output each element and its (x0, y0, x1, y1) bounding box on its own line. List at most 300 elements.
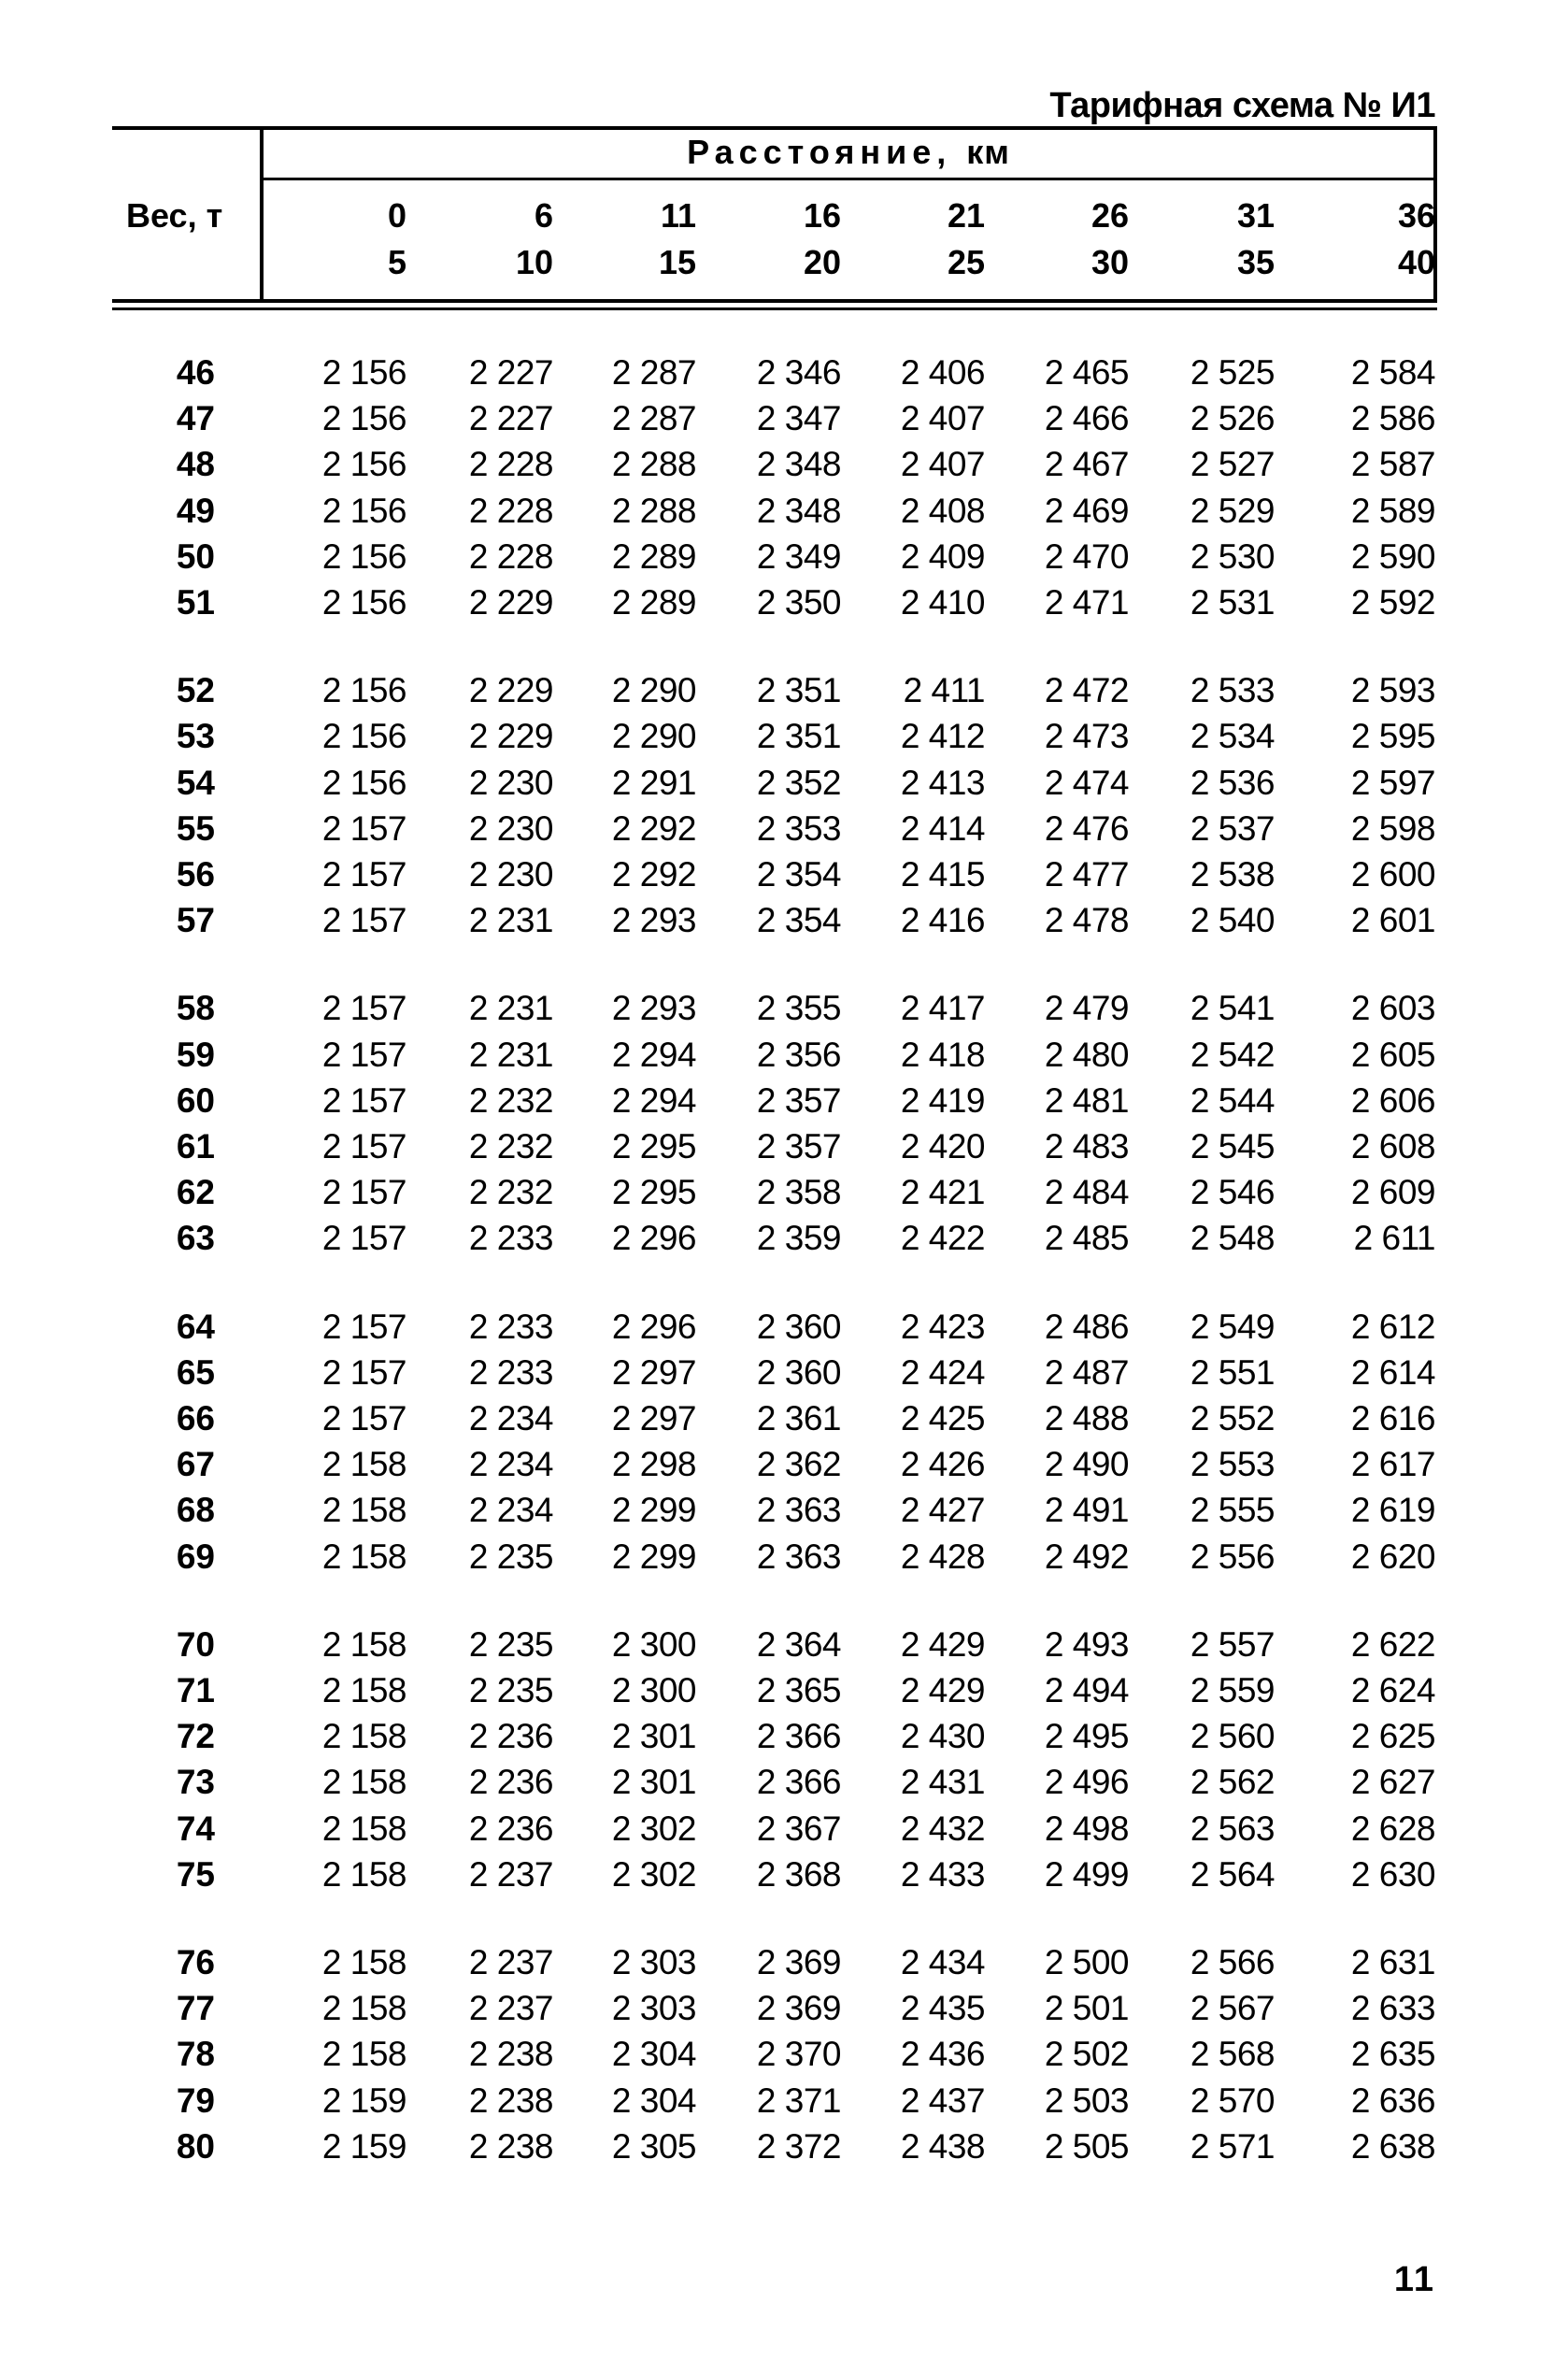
tariff-cell: 2 545 (1190, 1127, 1275, 1166)
tariff-cell: 2 370 (756, 2035, 841, 2074)
table-row (0, 897, 1568, 944)
tariff-cell: 2 231 (468, 1035, 553, 1074)
tariff-cell: 2 431 (900, 1763, 985, 1802)
table-row (0, 1534, 1568, 1580)
tariff-cell: 2 371 (756, 2081, 841, 2120)
tariff-cell: 2 236 (468, 1809, 553, 1848)
tariff-cell: 2 158 (321, 1537, 406, 1576)
tariff-cell: 2 487 (1044, 1352, 1129, 1392)
weight-cell: 75 (176, 1854, 215, 1894)
tariff-cell: 2 235 (468, 1624, 553, 1664)
tariff-cell: 2 486 (1044, 1307, 1129, 1346)
table-row (0, 488, 1568, 535)
tariff-cell: 2 351 (756, 717, 841, 756)
tariff-cell: 2 560 (1190, 1717, 1275, 1756)
tariff-cell: 2 354 (756, 901, 841, 940)
tariff-cell: 2 237 (468, 1854, 553, 1894)
tariff-cell: 2 427 (900, 1491, 985, 1530)
tariff-cell: 2 587 (1350, 445, 1435, 484)
tariff-cell: 2 420 (900, 1127, 985, 1166)
tariff-cell: 2 349 (756, 536, 841, 576)
tariff-cell: 2 406 (900, 353, 985, 392)
tariff-cell: 2 605 (1350, 1035, 1435, 1074)
tariff-cell: 2 157 (321, 1219, 406, 1258)
tariff-cell: 2 158 (321, 1763, 406, 1802)
tariff-cell: 2 413 (900, 763, 985, 802)
tariff-cell: 2 546 (1190, 1173, 1275, 1212)
tariff-cell: 2 157 (321, 855, 406, 894)
tariff-cell: 2 422 (900, 1219, 985, 1258)
tariff-cell: 2 589 (1350, 491, 1435, 530)
tariff-cell: 2 434 (900, 1943, 985, 1981)
table-row (0, 1759, 1568, 1806)
tariff-cell: 2 362 (756, 1445, 841, 1484)
tariff-cell: 2 428 (900, 1537, 985, 1576)
tariff-cell: 2 557 (1190, 1624, 1275, 1664)
tariff-cell: 2 360 (756, 1352, 841, 1392)
tariff-cell: 2 553 (1190, 1445, 1275, 1484)
tariff-cell: 2 369 (756, 1989, 841, 2028)
tariff-cell: 2 234 (468, 1445, 553, 1484)
tariff-cell: 2 493 (1044, 1624, 1129, 1664)
tariff-cell: 2 503 (1044, 2081, 1129, 2120)
tariff-cell: 2 352 (756, 763, 841, 802)
tariff-cell: 2 542 (1190, 1035, 1275, 1074)
weight-cell: 58 (176, 989, 215, 1028)
tariff-cell: 2 628 (1350, 1809, 1435, 1848)
tariff-cell: 2 538 (1190, 855, 1275, 894)
tariff-cell: 2 544 (1190, 1080, 1275, 1120)
tariff-cell: 2 627 (1350, 1763, 1435, 1802)
tariff-cell: 2 490 (1044, 1445, 1129, 1484)
tariff-cell: 2 600 (1350, 855, 1435, 894)
distance-range-from: 31 (1236, 196, 1275, 235)
tariff-cell: 2 233 (468, 1352, 553, 1392)
tariff-cell: 2 564 (1190, 1854, 1275, 1894)
tariff-cell: 2 563 (1190, 1809, 1275, 1848)
table-row (0, 2124, 1568, 2170)
tariff-cell: 2 159 (321, 2126, 406, 2166)
tariff-cell: 2 228 (468, 491, 553, 530)
tariff-cell: 2 438 (900, 2126, 985, 2166)
tariff-cell: 2 498 (1044, 1809, 1129, 1848)
tariff-cell: 2 603 (1350, 989, 1435, 1028)
tariff-cell: 2 501 (1044, 1989, 1129, 2028)
tariff-cell: 2 534 (1190, 717, 1275, 756)
tariff-cell: 2 472 (1044, 671, 1129, 710)
tariff-cell: 2 492 (1044, 1537, 1129, 1576)
distance-range-to: 5 (387, 243, 406, 281)
tariff-cell: 2 418 (900, 1035, 985, 1074)
tariff-cell: 2 549 (1190, 1307, 1275, 1346)
tariff-cell: 2 228 (468, 536, 553, 576)
tariff-cell: 2 290 (611, 717, 696, 756)
tariff-cell: 2 473 (1044, 717, 1129, 756)
tariff-cell: 2 527 (1190, 445, 1275, 484)
tariff-cell: 2 295 (611, 1173, 696, 1212)
tariff-cell: 2 238 (468, 2081, 553, 2120)
tariff-cell: 2 415 (900, 855, 985, 894)
table-row (0, 851, 1568, 898)
tariff-cell: 2 353 (756, 808, 841, 848)
table-row (0, 1032, 1568, 1079)
tariff-cell: 2 505 (1044, 2126, 1129, 2166)
tariff-cell: 2 419 (900, 1080, 985, 1120)
tariff-cell: 2 356 (756, 1035, 841, 1074)
tariff-cell: 2 292 (611, 808, 696, 848)
tariff-cell: 2 491 (1044, 1491, 1129, 1530)
table-row (0, 1441, 1568, 1488)
tariff-cell: 2 614 (1350, 1352, 1435, 1392)
weight-cell: 46 (176, 353, 215, 392)
header-bottom-double-rule (112, 307, 1437, 310)
tariff-cell: 2 156 (321, 491, 406, 530)
tariff-cell: 2 556 (1190, 1537, 1275, 1576)
tariff-cell: 2 229 (468, 671, 553, 710)
tariff-cell: 2 540 (1190, 901, 1275, 940)
distance-range-from: 21 (947, 196, 985, 235)
tariff-cell: 2 429 (900, 1624, 985, 1664)
tariff-cell: 2 158 (321, 1943, 406, 1981)
tariff-cell: 2 303 (611, 1989, 696, 2028)
tariff-cell: 2 157 (321, 1399, 406, 1437)
distance-range-from: 36 (1397, 196, 1435, 235)
tariff-cell: 2 288 (611, 491, 696, 530)
tariff-cell: 2 157 (321, 1173, 406, 1212)
tariff-cell: 2 357 (756, 1080, 841, 1120)
table-row (0, 1806, 1568, 1852)
tariff-cell: 2 476 (1044, 808, 1129, 848)
table-row (0, 760, 1568, 807)
tariff-cell: 2 470 (1044, 536, 1129, 576)
distance-range-to: 40 (1397, 243, 1435, 281)
distance-range-to: 30 (1090, 243, 1129, 281)
tariff-cell: 2 595 (1350, 717, 1435, 756)
weight-cell: 61 (176, 1127, 215, 1166)
table-row (0, 1304, 1568, 1351)
tariff-cell: 2 568 (1190, 2035, 1275, 2074)
tariff-cell: 2 300 (611, 1671, 696, 1709)
tariff-cell: 2 437 (900, 2081, 985, 2120)
tariff-cell: 2 304 (611, 2035, 696, 2074)
tariff-cell: 2 157 (321, 989, 406, 1028)
tariff-cell: 2 287 (611, 399, 696, 438)
tariff-cell: 2 232 (468, 1080, 553, 1120)
table-row (0, 1939, 1568, 1986)
weight-cell: 67 (176, 1445, 215, 1484)
tariff-cell: 2 609 (1350, 1173, 1435, 1212)
tariff-cell: 2 296 (611, 1307, 696, 1346)
tariff-cell: 2 617 (1350, 1445, 1435, 1484)
tariff-cell: 2 157 (321, 1080, 406, 1120)
tariff-cell: 2 230 (468, 855, 553, 894)
tariff-cell: 2 479 (1044, 989, 1129, 1028)
tariff-cell: 2 566 (1190, 1943, 1275, 1981)
tariff-cell: 2 529 (1190, 491, 1275, 530)
tariff-cell: 2 430 (900, 1717, 985, 1756)
tariff-cell: 2 471 (1044, 583, 1129, 622)
tariff-cell: 2 157 (321, 901, 406, 940)
tariff-cell: 2 480 (1044, 1035, 1129, 1074)
distance-range-from: 16 (803, 196, 841, 235)
tariff-cell: 2 622 (1350, 1624, 1435, 1664)
tariff-cell: 2 303 (611, 1943, 696, 1981)
tariff-cell: 2 616 (1350, 1399, 1435, 1437)
tariff-cell: 2 348 (756, 491, 841, 530)
weight-cell: 73 (176, 1763, 215, 1802)
tariff-cell: 2 287 (611, 353, 696, 392)
weight-cell: 64 (176, 1307, 215, 1346)
tariff-cell: 2 555 (1190, 1491, 1275, 1530)
tariff-cell: 2 158 (321, 1854, 406, 1894)
tariff-cell: 2 228 (468, 445, 553, 484)
table-row (0, 1622, 1568, 1668)
tariff-cell: 2 157 (321, 1307, 406, 1346)
weight-cell: 66 (176, 1399, 215, 1437)
table-row (0, 441, 1568, 488)
tariff-cell: 2 235 (468, 1537, 553, 1576)
weight-cell: 71 (176, 1671, 215, 1709)
header-bottom-rule (112, 299, 1437, 303)
tariff-cell: 2 465 (1044, 353, 1129, 392)
tariff-cell: 2 584 (1350, 353, 1435, 392)
tariff-cell: 2 363 (756, 1537, 841, 1576)
tariff-cell: 2 232 (468, 1173, 553, 1212)
tariff-cell: 2 289 (611, 536, 696, 576)
tariff-cell: 2 633 (1350, 1989, 1435, 2028)
tariff-cell: 2 423 (900, 1307, 985, 1346)
tariff-cell: 2 293 (611, 901, 696, 940)
distance-header (262, 133, 1435, 172)
tariff-cell: 2 236 (468, 1717, 553, 1756)
tariff-cell: 2 631 (1350, 1943, 1435, 1981)
tariff-cell: 2 408 (900, 491, 985, 530)
distance-range-from: 0 (387, 196, 406, 235)
weight-cell: 56 (176, 855, 215, 894)
tariff-cell: 2 359 (756, 1219, 841, 1258)
distance-underline (262, 178, 1435, 180)
tariff-cell: 2 156 (321, 671, 406, 710)
tariff-cell: 2 488 (1044, 1399, 1129, 1437)
weight-cell: 60 (176, 1080, 215, 1120)
tariff-cell: 2 541 (1190, 989, 1275, 1028)
tariff-cell: 2 158 (321, 1671, 406, 1709)
tariff-cell: 2 301 (611, 1717, 696, 1756)
tariff-cell: 2 407 (900, 445, 985, 484)
tariff-cell: 2 467 (1044, 445, 1129, 484)
table-row (0, 1350, 1568, 1396)
tariff-cell: 2 432 (900, 1809, 985, 1848)
tariff-cell: 2 351 (756, 671, 841, 710)
table-row (0, 667, 1568, 714)
tariff-cell: 2 477 (1044, 855, 1129, 894)
tariff-cell: 2 570 (1190, 2081, 1275, 2120)
tariff-cell: 2 530 (1190, 536, 1275, 576)
distance-range-to: 25 (947, 243, 985, 281)
tariff-cell: 2 429 (900, 1671, 985, 1709)
tariff-cell: 2 234 (468, 1491, 553, 1530)
tariff-cell: 2 611 (1353, 1219, 1435, 1258)
tariff-cell: 2 481 (1044, 1080, 1129, 1120)
tariff-cell: 2 350 (756, 583, 841, 622)
weight-cell: 54 (176, 763, 215, 802)
tariff-cell: 2 500 (1044, 1943, 1129, 1981)
tariff-cell: 2 289 (611, 583, 696, 622)
tariff-cell: 2 156 (321, 353, 406, 392)
tariff-cell: 2 157 (321, 1035, 406, 1074)
tariff-cell: 2 495 (1044, 1717, 1129, 1756)
tariff-cell: 2 619 (1350, 1491, 1435, 1530)
weight-cell: 63 (176, 1219, 215, 1258)
tariff-cell: 2 598 (1350, 808, 1435, 848)
tariff-cell: 2 502 (1044, 2035, 1129, 2074)
tariff-cell: 2 537 (1190, 808, 1275, 848)
table-row (0, 2078, 1568, 2124)
tariff-cell: 2 360 (756, 1307, 841, 1346)
tariff-cell: 2 158 (321, 1491, 406, 1530)
weight-cell: 55 (176, 808, 215, 848)
tariff-cell: 2 499 (1044, 1854, 1129, 1894)
tariff-cell: 2 567 (1190, 1989, 1275, 2028)
tariff-cell: 2 469 (1044, 491, 1129, 530)
tariff-cell: 2 525 (1190, 353, 1275, 392)
tariff-cell: 2 348 (756, 445, 841, 484)
tariff-cell: 2 297 (611, 1352, 696, 1392)
distance-range-to: 20 (803, 243, 841, 281)
distance-range-to: 35 (1236, 243, 1275, 281)
tariff-cell: 2 496 (1044, 1763, 1129, 1802)
tariff-cell: 2 426 (900, 1445, 985, 1484)
tariff-cell: 2 478 (1044, 901, 1129, 940)
weight-column-header: Вес, т (126, 196, 223, 235)
tariff-cell: 2 238 (468, 2126, 553, 2166)
weight-cell: 47 (176, 399, 215, 438)
tariff-cell: 2 291 (611, 763, 696, 802)
table-row (0, 713, 1568, 760)
tariff-cell: 2 293 (611, 989, 696, 1028)
tariff-cell: 2 630 (1350, 1854, 1435, 1894)
tariff-cell: 2 366 (756, 1717, 841, 1756)
tariff-cell: 2 295 (611, 1127, 696, 1166)
tariff-cell: 2 416 (900, 901, 985, 940)
tariff-cell: 2 158 (321, 1624, 406, 1664)
weight-cell: 72 (176, 1717, 215, 1756)
tariff-cell: 2 361 (756, 1399, 841, 1437)
tariff-cell: 2 230 (468, 808, 553, 848)
tariff-cell: 2 620 (1350, 1537, 1435, 1576)
tariff-cell: 2 551 (1190, 1352, 1275, 1392)
tariff-cell: 2 158 (321, 1445, 406, 1484)
tariff-cell: 2 229 (468, 717, 553, 756)
weight-cell: 68 (176, 1491, 215, 1530)
tariff-cell: 2 346 (756, 353, 841, 392)
tariff-cell: 2 365 (756, 1671, 841, 1709)
tariff-cell: 2 234 (468, 1399, 553, 1437)
table-row (0, 395, 1568, 442)
tariff-cell: 2 156 (321, 583, 406, 622)
tariff-cell: 2 474 (1044, 763, 1129, 802)
tariff-cell: 2 625 (1350, 1717, 1435, 1756)
tariff-cell: 2 638 (1350, 2126, 1435, 2166)
weight-cell: 50 (176, 536, 215, 576)
table-row (0, 1395, 1568, 1442)
tariff-cell: 2 536 (1190, 763, 1275, 802)
tariff-cell: 2 158 (321, 1989, 406, 2028)
tariff-cell: 2 435 (900, 1989, 985, 2028)
tariff-cell: 2 156 (321, 717, 406, 756)
tariff-cell: 2 157 (321, 1352, 406, 1392)
tariff-cell: 2 233 (468, 1307, 553, 1346)
tariff-cell: 2 233 (468, 1219, 553, 1258)
distance-range-from: 11 (660, 196, 696, 235)
tariff-cell: 2 358 (756, 1173, 841, 1212)
tariff-cell: 2 484 (1044, 1173, 1129, 1212)
tariff-cell: 2 612 (1350, 1307, 1435, 1346)
tariff-cell: 2 407 (900, 399, 985, 438)
tariff-cell: 2 304 (611, 2081, 696, 2120)
tariff-cell: 2 409 (900, 536, 985, 576)
distance-header-unit: км (966, 133, 1010, 171)
table-row (0, 534, 1568, 580)
tariff-cell: 2 363 (756, 1491, 841, 1530)
tariff-cell: 2 531 (1190, 583, 1275, 622)
tariff-cell: 2 606 (1350, 1080, 1435, 1120)
tariff-cell: 2 235 (468, 1671, 553, 1709)
table-row (0, 579, 1568, 626)
table-row (0, 2031, 1568, 2078)
tariff-cell: 2 483 (1044, 1127, 1129, 1166)
scheme-title: Тарифная схема № И1 (1049, 86, 1435, 125)
tariff-cell: 2 237 (468, 1943, 553, 1981)
tariff-cell: 2 533 (1190, 671, 1275, 710)
table-row (0, 1078, 1568, 1124)
table-row (0, 1215, 1568, 1262)
tariff-cell: 2 608 (1350, 1127, 1435, 1166)
distance-header-label: Расстояние, (687, 133, 952, 171)
tariff-cell: 2 485 (1044, 1219, 1129, 1258)
tariff-cell: 2 425 (900, 1399, 985, 1437)
distance-range-from: 6 (534, 196, 553, 235)
tariff-cell: 2 624 (1350, 1671, 1435, 1709)
weight-cell: 59 (176, 1035, 215, 1074)
tariff-cell: 2 296 (611, 1219, 696, 1258)
tariff-cell: 2 157 (321, 1127, 406, 1166)
tariff-cell: 2 424 (900, 1352, 985, 1392)
tariff-cell: 2 417 (900, 989, 985, 1028)
distance-range-to: 10 (515, 243, 553, 281)
tariff-cell: 2 156 (321, 399, 406, 438)
distance-range-from: 26 (1090, 196, 1129, 235)
table-row (0, 985, 1568, 1032)
tariff-cell: 2 298 (611, 1445, 696, 1484)
tariff-cell: 2 410 (900, 583, 985, 622)
tariff-cell: 2 357 (756, 1127, 841, 1166)
tariff-cell: 2 367 (756, 1809, 841, 1848)
weight-cell: 62 (176, 1173, 215, 1212)
tariff-cell: 2 552 (1190, 1399, 1275, 1437)
tariff-cell: 2 294 (611, 1035, 696, 1074)
tariff-cell: 2 548 (1190, 1219, 1275, 1258)
tariff-cell: 2 590 (1350, 536, 1435, 576)
tariff-cell: 2 559 (1190, 1671, 1275, 1709)
weight-cell: 78 (176, 2035, 215, 2074)
tariff-cell: 2 156 (321, 445, 406, 484)
table-row (0, 1667, 1568, 1714)
tariff-cell: 2 412 (900, 717, 985, 756)
weight-cell: 70 (176, 1624, 215, 1664)
tariff-cell: 2 300 (611, 1624, 696, 1664)
table-row (0, 1985, 1568, 2032)
